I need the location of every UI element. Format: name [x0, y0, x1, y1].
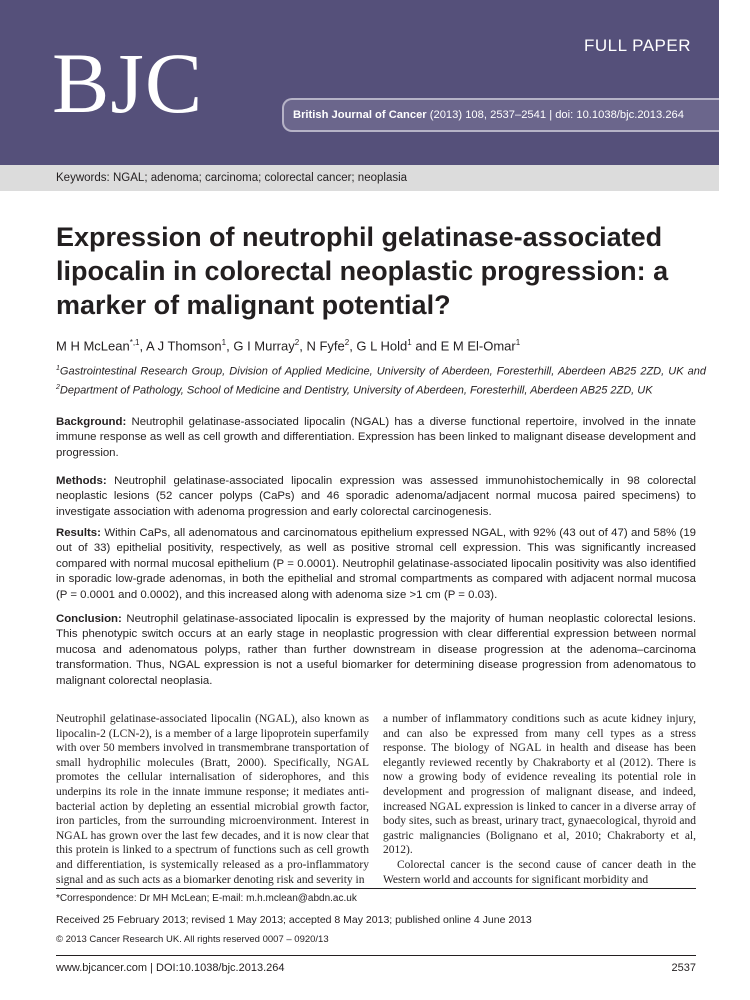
author-affil: 1: [407, 338, 412, 347]
abstract-results: [56, 526, 696, 603]
author-affil: 2: [344, 338, 350, 347]
received-dates: Received 25 February 2013; revised 1 May 2013; accepted 8 May 2013; published online 4 June 2013: [56, 914, 532, 926]
body-paragraph: Colorectal cancer is the second cause of cancer death in the Western world and accounts for significant morbidity and: [383, 858, 696, 886]
abstract-heading: Methods:: [56, 475, 107, 487]
section-label: FULL PAPER: [583, 36, 691, 55]
affiliations: [56, 361, 706, 398]
affil-text-2: Department of Pathology, School of Medicine and Dentistry, University of Aberdeen, Foresterhill, Aberdeen AB25 2ZD, UK: [59, 384, 653, 397]
abstract-background: [56, 415, 696, 461]
author-affil: 1: [221, 338, 227, 347]
keywords-value: NGAL; adenoma; carcinoma; colorectal cancer; neoplasia: [113, 172, 408, 184]
author-sep: ,: [299, 338, 307, 354]
abstract-conclusion: [56, 612, 696, 689]
abstract-text: Within CaPs, all adenomatous and carcinomatous epithelium expressed NGAL, with 92% (43 out of 47) and 58% (19 out of 33) epithelial positivity, respectively, as well as positive stromal cell expression. This was significantly increased compared with normal mucosal epithelium (P = 0.0001). Neutrophil gelatinase-associated lipocalin positivity was also identified in sporadic low-grade adenomas, in both the epithelial and stromal compartments as compared with adjacent normal mucosa (P = 0.0001 and 0.0002), and this increased along with adenoma size >1 cm (P = 0.03).: [56, 527, 696, 601]
abstract-text: Neutrophil gelatinase-associated lipocalin (NGAL) has a diverse functional repertoire, involved in the innate immune response as well as cell growth and differentiation. Expression has been linked to malignant disease development and progression.: [56, 416, 696, 459]
body-paragraph: a number of inflammatory conditions such as acute kidney injury, and can also be expressed from many cell types as a stress response. The biology of NGAL in health and disease has been elegantly reviewed recently by Chakraborty et al (2012). There is now a growing body of evidence revealing its potential role in development and progression of malignant disease, and indeed, increased NGAL expression is linked to cancer in a diverse array of body sites, such as breast, urinary tract, gynaecological, thyroid and gastric malignancies (Bolignano et al, 2010; Chakraborty et al, 2012).: [383, 713, 696, 857]
affil-sup-1: 1: [56, 365, 60, 372]
page-number: 2537: [671, 962, 696, 974]
citation-bar: [282, 98, 719, 132]
author-affil: 2: [294, 338, 300, 347]
article-title: Expression of neutrophil gelatinase-associated lipocalin in colorectal neoplastic progression: a marker of malignant potential?: [56, 222, 669, 320]
author-name: M H McLean: [56, 338, 130, 354]
affil-sup-2: 2: [56, 383, 60, 391]
keywords-bar: [0, 165, 719, 191]
affil-text-1: Gastrointestinal Research Group, Division of Applied Medicine, University of Aberdeen, Foresterhill, Aberdeen AB25 2ZD, UK and: [59, 365, 706, 378]
footnote-divider: [56, 888, 696, 889]
author-sep: ,: [349, 338, 357, 354]
abstract-heading: Background:: [56, 416, 127, 428]
author-affil: *,1: [129, 338, 140, 347]
citation-text: [284, 100, 719, 130]
author-name: E M El-Omar: [440, 338, 516, 354]
author-sep: ,: [226, 338, 234, 354]
citation-details: (2013) 108, 2537–2541 | doi: 10.1038/bjc.2013.264: [426, 109, 684, 121]
body-column-right: [383, 712, 696, 887]
footer-url-doi: www.bjcancer.com | DOI:10.1038/bjc.2013.264: [56, 962, 285, 974]
author-affil: 1: [515, 338, 521, 347]
abstract-text: Neutrophil gelatinase-associated lipocalin is expressed by the majority of human neoplastic colorectal lesions. This phenotypic switch occurs at an early stage in neoplastic progression with clear differential expression between normal mucosa and adenomatous polyps, rather than further downstream in disease progression at the adenoma–carcinoma transformation. Thus, NGAL expression is not a useful biomarker for determining disease progression from adenomatous to malignant colorectal neoplasia.: [56, 613, 696, 687]
author-name: A J Thomson: [146, 338, 222, 354]
copyright-note: © 2013 Cancer Research UK. All rights reserved 0007 – 0920/13: [56, 934, 329, 945]
body-column-left: Neutrophil gelatinase-associated lipocalin (NGAL), also known as lipocalin-2 (LCN-2), is a member of a large lipoprotein superfamily with over 50 members involved in transmembrane transportation of small hydrophilic molecules (Bratt, 2000). Specifically, NGAL promotes the cellular internalisation of siderophores, and this underpins its role in the innate immune response; it mediates anti-bacterial action by depleting an essential microbial growth factor, iron particles, from the surrounding microenvironment. Interest in NGAL has grown over the last few decades, and it is now clear that this protein is linked to a spectrum of functions such as cell growth and differentiation, is systemically released as a pro-inflammatory signal and as such acts as a biomarker denoting risk and severity in: [56, 713, 369, 886]
abstract-text: Neutrophil gelatinase-associated lipocalin expression was assessed immunohistochemically in 98 colorectal neoplastic lesions (52 cancer polyps (CaPs) and 46 sporadic adenoma/adjacent normal mucosa paired specimens) to investigate association with adenoma progression and early colorectal carcinogenesis.: [56, 475, 696, 518]
footer-divider: [56, 955, 696, 956]
abstract-heading: Conclusion:: [56, 613, 122, 625]
author-and: and: [411, 338, 441, 354]
author-name: N Fyfe: [306, 338, 345, 354]
journal-logo: BJC: [52, 35, 204, 131]
abstract-heading: Results:: [56, 527, 101, 539]
author-sep: ,: [139, 338, 147, 354]
author-name: G L Hold: [356, 338, 408, 354]
journal-header: [0, 0, 719, 165]
citation-journal: British Journal of Cancer: [293, 109, 427, 121]
correspondence-note: *Correspondence: Dr MH McLean; E-mail: m.h.mclean@abdn.ac.uk: [56, 893, 357, 904]
keywords-label: Keywords:: [56, 172, 110, 184]
author-list: [56, 338, 520, 353]
author-name: G I Murray: [233, 338, 295, 354]
abstract-methods: [56, 474, 696, 520]
